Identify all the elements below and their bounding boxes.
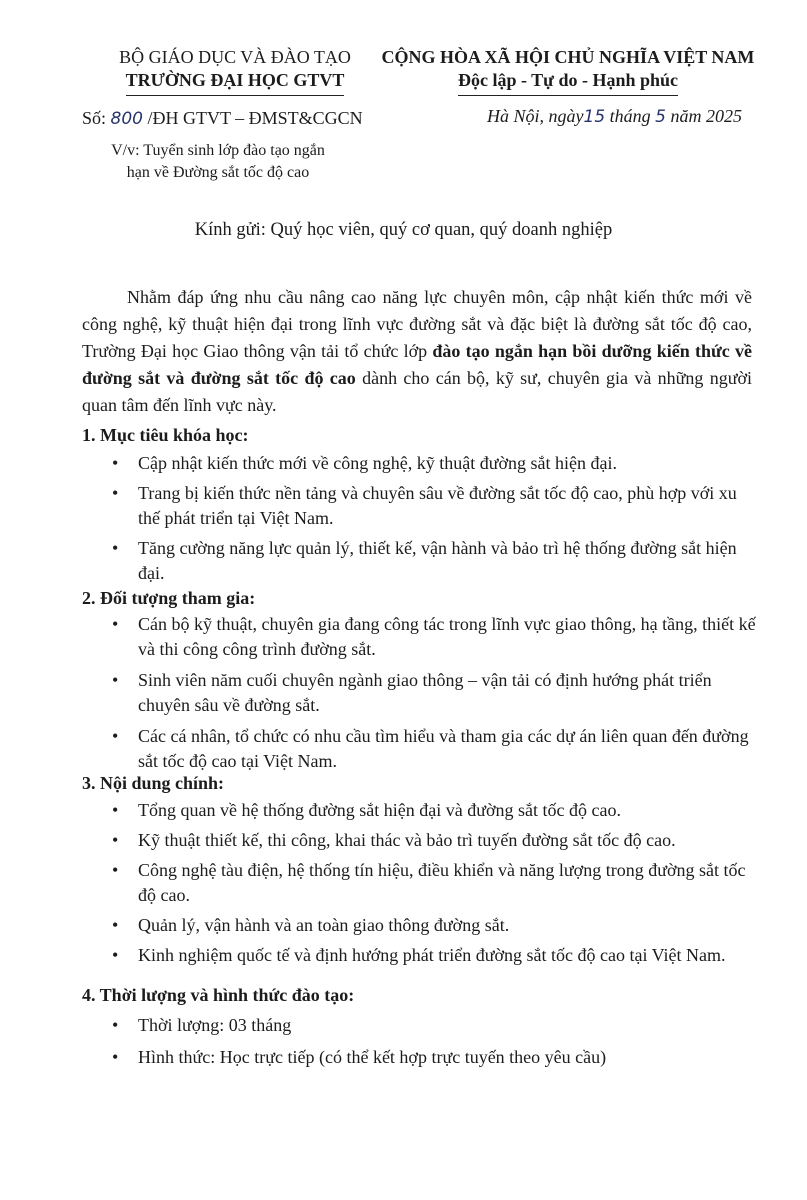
school-name: TRƯỜNG ĐẠI HỌC GTVT — [126, 68, 345, 96]
list-item: • Các cá nhân, tổ chức có nhu cầu tìm hiểu và tham gia các dự án liên quan đến đường sắt tốc độ cao tại Việt Nam. — [108, 724, 758, 774]
date-day-handwritten: 15 — [583, 107, 606, 127]
doc-number-prefix: Số: — [82, 108, 111, 128]
date-month-handwritten: 5 — [655, 107, 666, 127]
national-title: CỘNG HÒA XÃ HỘI CHỦ NGHĨA VIỆT NAM — [381, 47, 755, 67]
section-list — [108, 1013, 758, 1070]
section-list — [108, 612, 758, 774]
intro-text-1: Nhằm đáp ứng nhu cầu nâng cao năng lực chuyên môn, cập nhật kiến thức mới về công nghệ, kỹ thuật hiện đại trong lĩnh vực đường sắt và đặc biệt là đường sắt tốc độ cao, Trường Đại học Giao thông vận tải tổ chức lớp — [82, 287, 752, 361]
ministry-name: BỘ GIÁO DỤC VÀ ĐÀO TẠO — [119, 47, 351, 67]
intro-paragraph — [82, 284, 752, 419]
intro-text-2: dành cho cán bộ, kỹ sư, chuyên gia và những người quan tâm đến lĩnh vực này. — [82, 368, 752, 415]
date-mid: tháng — [605, 106, 656, 126]
list-item: • Cán bộ kỹ thuật, chuyên gia đang công tác trong lĩnh vực giao thông, hạ tầng, thiết kế và thi công công trình đường sắt. — [108, 612, 758, 662]
list-item: • Công nghệ tàu điện, hệ thống tín hiệu, điều khiển và năng lượng trong đường sắt tốc độ cao. — [108, 858, 758, 908]
doc-number-handwritten: 800 — [110, 109, 143, 129]
list-item: • Tăng cường năng lực quản lý, thiết kế, vận hành và bảo trì hệ thống đường sắt hiện đại. — [108, 536, 758, 586]
list-item: • Sinh viên năm cuối chuyên ngành giao thông – vận tải có định hướng phát triển chuyên sâu về đường sắt. — [108, 668, 758, 718]
list-item: • Thời lượng: 03 tháng — [108, 1013, 758, 1038]
list-item: • Kỹ thuật thiết kế, thi công, khai thác và bảo trì tuyến đường sắt tốc độ cao. — [108, 828, 758, 853]
document-number — [82, 108, 363, 129]
list-item: • Trang bị kiến thức nền tảng và chuyên sâu về đường sắt tốc độ cao, phù hợp với xu thế phát triển tại Việt Nam. — [108, 481, 758, 531]
header-left — [100, 46, 370, 96]
section-title: 3. Nội dung chính: — [82, 773, 225, 793]
section-title: 4. Thời lượng và hình thức đào tạo: — [82, 985, 355, 1005]
list-item: • Tổng quan về hệ thống đường sắt hiện đại và đường sắt tốc độ cao. — [108, 798, 758, 823]
section-title: 1. Mục tiêu khóa học: — [82, 425, 249, 445]
list-item: • Kinh nghiệm quốc tế và định hướng phát triển đường sắt tốc độ cao tại Việt Nam. — [108, 943, 758, 968]
list-item: • Hình thức: Học trực tiếp (có thể kết hợp trực tuyến theo yêu cầu) — [108, 1045, 758, 1070]
national-motto: Độc lập - Tự do - Hạnh phúc — [458, 68, 678, 96]
date-prefix: Hà Nội, ngày — [487, 106, 584, 126]
section-list — [108, 451, 758, 586]
subject-line: V/v: Tuyển sinh lớp đào tạo ngắn hạn về Đường sắt tốc độ cao — [111, 142, 325, 181]
header-right — [378, 46, 758, 96]
doc-number-suffix: /ĐH GTVT – ĐMST&CGCN — [142, 108, 363, 128]
list-item: • Cập nhật kiến thức mới về công nghệ, kỹ thuật đường sắt hiện đại. — [108, 451, 758, 476]
date-suffix: năm 2025 — [665, 106, 742, 126]
document-date — [487, 106, 742, 127]
section-list — [108, 798, 758, 968]
greeting: Kính gửi: Quý học viên, quý cơ quan, quý doanh nghiệp — [194, 220, 613, 240]
list-item: • Quản lý, vận hành và an toàn giao thông đường sắt. — [108, 913, 758, 938]
intro-text-bold: đào tạo ngắn hạn bồi dưỡng kiến thức về đường sắt và đường sắt tốc độ cao — [82, 341, 752, 388]
section-title: 2. Đối tượng tham gia: — [82, 588, 256, 608]
